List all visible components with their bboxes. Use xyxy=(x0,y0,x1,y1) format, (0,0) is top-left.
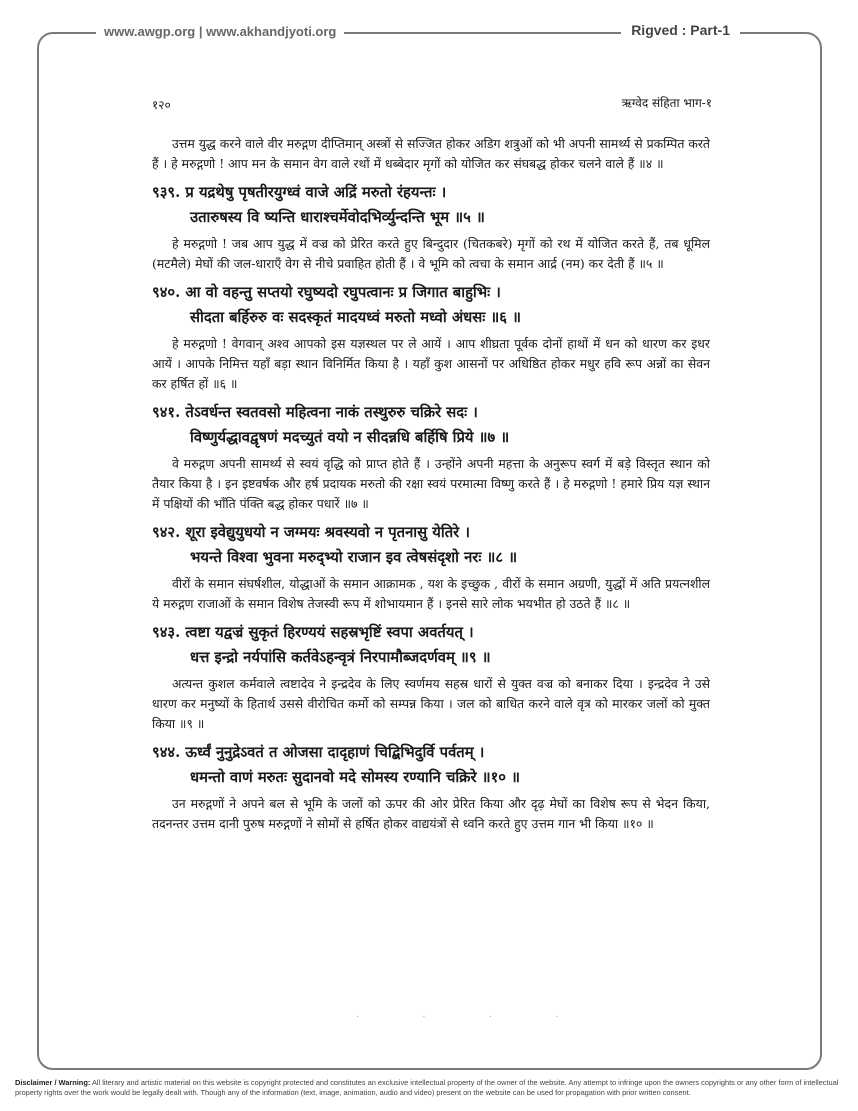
page-number: १२० xyxy=(152,98,171,112)
translation-paragraph: वे मरुद्गण अपनी सामर्थ्य से स्वयं वृद्धि को प्राप्त होते हैं । उन्होंने अपनी महत्ता के अनुरूप स्वर्ग में बड़े विस्तृत स्थान को तैयार किया है । इन इष्टवर्षक और हर्ष प्रदायक मरुतो की रक्षा स्वयं परमात्मा विष्णु करते हैं । हे मरुद्गणो ! हमारे प्रिय यज्ञ स्थान में पक्षियों की भाँति पंक्ति बद्ध होकर पधारें ॥७ ॥ xyxy=(152,456,710,511)
disclaimer-label: Disclaimer / Warning: xyxy=(15,1078,91,1087)
disclaimer xyxy=(15,1078,843,1097)
translation-paragraph: हे मरुद्गणो ! वेगवान् अश्व आपको इस यज्ञस्थल पर ले आयें । आप शीघ्रता पूर्वक दोनों हाथों में धन को धारण कर इधर आयें । आपके निमित्त यहाँ बड़ा स्थान विनिर्मित किया है । यहाँ कुश आसनों पर अधिष्ठित होकर मधुर हवि रूप अन्नों का सेवन कर हर्षित हों ॥६ ॥ xyxy=(152,336,710,391)
verse-line-2: धमन्तो वाणं मरुतः सुदानवो मदे सोमस्य रण्यानि चक्रिरे ॥१० ॥ xyxy=(190,769,521,786)
scan-marks: · · · · xyxy=(356,1012,589,1023)
translation-paragraph: हे मरुद्गणो ! जब आप युद्ध में वज्र को प्रेरित करते हुए बिन्दुदार (चितकबरे) मृगों को रथ में योजित करते हैं, तब धूमिल (मटमैले) मेघों की जल-धाराएँ वेग से नीचे प्रवाहित होती हैं । वे भूमि को त्वचा के समान आर्द्र (नम) कर देती हैं ॥५ ॥ xyxy=(152,236,710,271)
page-content xyxy=(152,134,710,840)
verse-line-1: ९४३. त्वष्टा यद्वज्रं सुकृतं हिरण्ययं सहस्रभृष्टिं स्वपा अवर्तयत् । xyxy=(152,624,474,641)
verse-line-2: सीदता बर्हिरुरु वः सदस्कृतं मादयध्वं मरुतो मध्वो अंधसः ॥६ ॥ xyxy=(190,309,521,326)
verse-line-2: धत्त इन्द्रो नर्यपांसि कर्तवेऽहन्वृत्रं निरपामौब्जदर्णवम् ॥९ ॥ xyxy=(190,649,491,666)
verse-line-1: ९४२. शूरा इवेद्युयुधयो न जग्मयः श्रवस्यवो न पृतनासु येतिरे । xyxy=(152,524,470,541)
verse-line-2: भयन्ते विश्वा भुवना मरुद्भ्यो राजान इव त्वेषसंदृशो नरः ॥८ ॥ xyxy=(190,549,518,566)
translation-paragraph: उत्तम युद्ध करने वाले वीर मरुद्गण दीप्तिमान् अस्त्रों से सज्जित होकर अडिग शत्रुओं को भी अपनी सामर्थ्य से प्रकम्पित करते हैं । हे मरुद्गणो ! आप मन के समान वेग वाले रथों में धब्बेदार मृगों को योजित कर संघबद्ध होकर चलने वाले हैं ॥४ ॥ xyxy=(152,136,710,171)
verse-line-1: ९४१. तेऽवर्धन्त स्वतवसो महित्वना नाकं तस्थुरुरु चक्रिरे सदः । xyxy=(152,404,478,421)
disclaimer-text: All literary and artistic material on this website is copyright protected and constitutes an exclusive intellectual property of the owner of the website. Any attempt to infringe upon the owners copyrights or any other form of intellectual property rights over the work would be legally dealt with. Though any of the information (text, image, animation, audio and video) present on the website can be used for propagation with prior written consent. xyxy=(15,1078,839,1097)
running-title: ऋग्वेद संहिता भाग-१ xyxy=(621,96,712,110)
document-title: Rigved : Part-1 xyxy=(621,22,740,38)
translation-paragraph: उन मरुद्गणों ने अपने बल से भूमि के जलों को ऊपर की ओर प्रेरित किया और दृढ़ मेघों का विशेष रूप से भेदन किया, तदनन्तर उत्तम दानी पुरुष मरुद्गणों ने सोमों से हर्षित होकर वाद्ययंत्रों से ध्वनि करते हुए उत्तम गान भी किया ॥१० ॥ xyxy=(152,796,710,831)
translation-paragraph: वीरों के समान संघर्षशील, योद्धाओं के समान आक्रामक , यश के इच्छुक , वीरों के समान अग्रणी, युद्धों में अति प्रयत्नशील ये मरुद्गण राजाओं के समान विशेष तेजस्वी रूप में शोभायमान हैं । इनसे सारे लोक भयभीत हो उठते हैं ॥८ ॥ xyxy=(152,576,710,611)
verse-line-2: उतारुषस्य वि ष्यन्ति धाराश्चर्मेवोदभिर्व्युन्दन्ति भूम ॥५ ॥ xyxy=(190,209,485,226)
verse-line-1: ९३९. प्र यद्रथेषु पृषतीरयुग्ध्वं वाजे अद्रिं मरुतो रंहयन्तः । xyxy=(152,184,447,201)
verse-line-1: ९४४. ऊर्ध्वं नुनुद्रेऽवतं त ओजसा दादृहाणं चिद्बिभिदुर्वि पर्वतम् । xyxy=(152,744,485,761)
verse-line-2: विष्णुर्यद्धावद्वृषणं मदच्युतं वयो न सीदन्नधि बर्हिषि प्रिये ॥७ ॥ xyxy=(190,429,510,446)
verse-line-1: ९४०. आ वो वहन्तु सप्तयो रघुष्यदो रघुपत्वानः प्र जिगात बाहुभिः । xyxy=(152,284,501,301)
site-links[interactable]: www.awgp.org | www.akhandjyoti.org xyxy=(96,24,344,39)
translation-paragraph: अत्यन्त कुशल कर्मवाले त्वष्टादेव ने इन्द्रदेव के लिए स्वर्णमय सहस्र धारों से युक्त वज्र को बनाकर दिया । इन्द्रदेव ने उसे धारण कर मनुष्यों के हितार्थ उससे वीरोचित कर्मो को सम्पन्न किया । जल को बाधित करने वाले वृत्र को मारकर जलों को मुक्त किया ॥९ ॥ xyxy=(152,676,710,731)
